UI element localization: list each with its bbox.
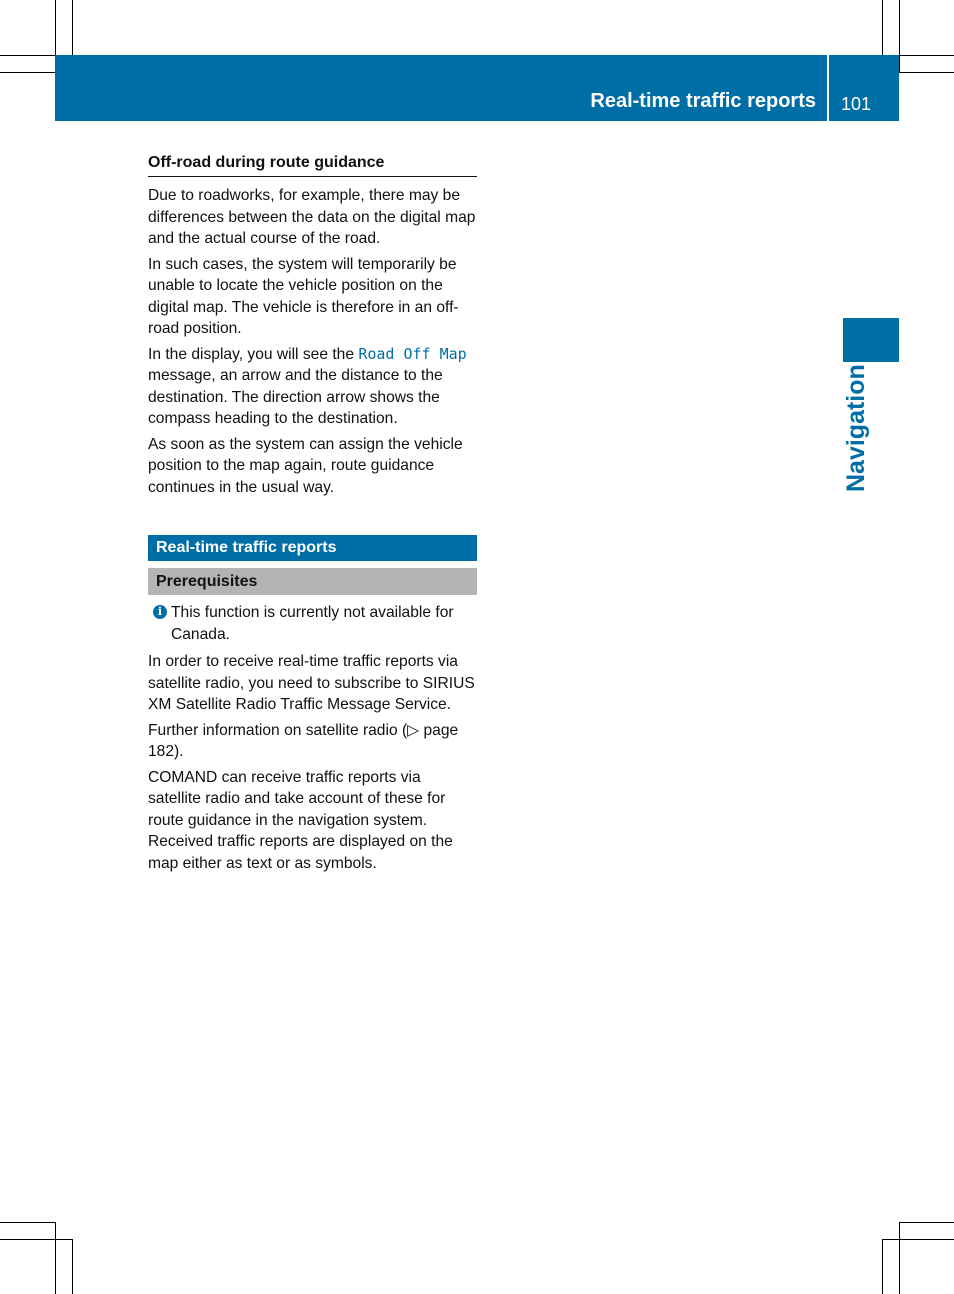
crop-mark <box>899 1222 954 1223</box>
paragraph <box>148 344 477 430</box>
crop-mark <box>72 1239 73 1294</box>
info-icon: i <box>153 605 167 619</box>
crop-mark <box>0 72 55 73</box>
section-heading-offroad: Off-road during route guidance <box>148 152 477 177</box>
page-number: 101 <box>841 94 872 114</box>
header-divider <box>827 55 829 121</box>
crop-mark <box>882 1239 954 1240</box>
crop-mark <box>899 72 954 73</box>
crop-mark <box>882 0 883 55</box>
chapter-label: Navigation <box>842 364 870 492</box>
section-heading-traffic: Real-time traffic reports <box>148 535 477 561</box>
running-header-title: Real-time traffic reports <box>590 90 816 112</box>
paragraph: As soon as the system can assign the vehicle position to the map again, route guidance continues in the usual way. <box>148 435 463 496</box>
crop-mark <box>0 1222 55 1223</box>
info-note <box>148 602 477 645</box>
crop-mark <box>882 1239 883 1294</box>
crop-mark <box>899 55 954 56</box>
chapter-tab <box>843 318 899 362</box>
display-message-text: Road Off Map <box>358 344 467 363</box>
crop-mark <box>55 1222 56 1294</box>
paragraph: COMAND can receive traffic reports via satellite radio and take account of these for route guidance in the navigation system. Received traffic reports are displayed on the map either as text or as symbols. <box>148 768 453 872</box>
paragraph: In order to receive real-time traffic reports via satellite radio, you need to subscribe to SIRIUS XM Satellite Radio Traffic Message Service. <box>148 653 475 713</box>
content-column <box>148 152 477 878</box>
crop-mark <box>899 0 900 73</box>
paragraph-page-reference: Further information on satellite radio (▷ page 182). <box>148 721 459 760</box>
paragraph: In such cases, the system will temporarily be unable to locate the vehicle position on the digital map. The vehicle is therefore in an off-road position. <box>148 255 459 337</box>
crop-mark <box>72 0 73 55</box>
crop-mark <box>899 1222 900 1294</box>
paragraph-text: message, an arrow and the distance to the destination. The direction arrow shows the compass heading to the destination. <box>148 367 443 427</box>
crop-mark <box>0 1239 72 1240</box>
paragraph-text: In the display, you will see the <box>148 345 359 363</box>
crop-mark <box>0 55 55 56</box>
subheading-prerequisites: Prerequisites <box>148 568 477 595</box>
info-note-text: This function is currently not available for Canada. <box>171 604 454 643</box>
paragraph: Due to roadworks, for example, there may be differences between the data on the digital map and the actual course of the road. <box>148 187 476 247</box>
